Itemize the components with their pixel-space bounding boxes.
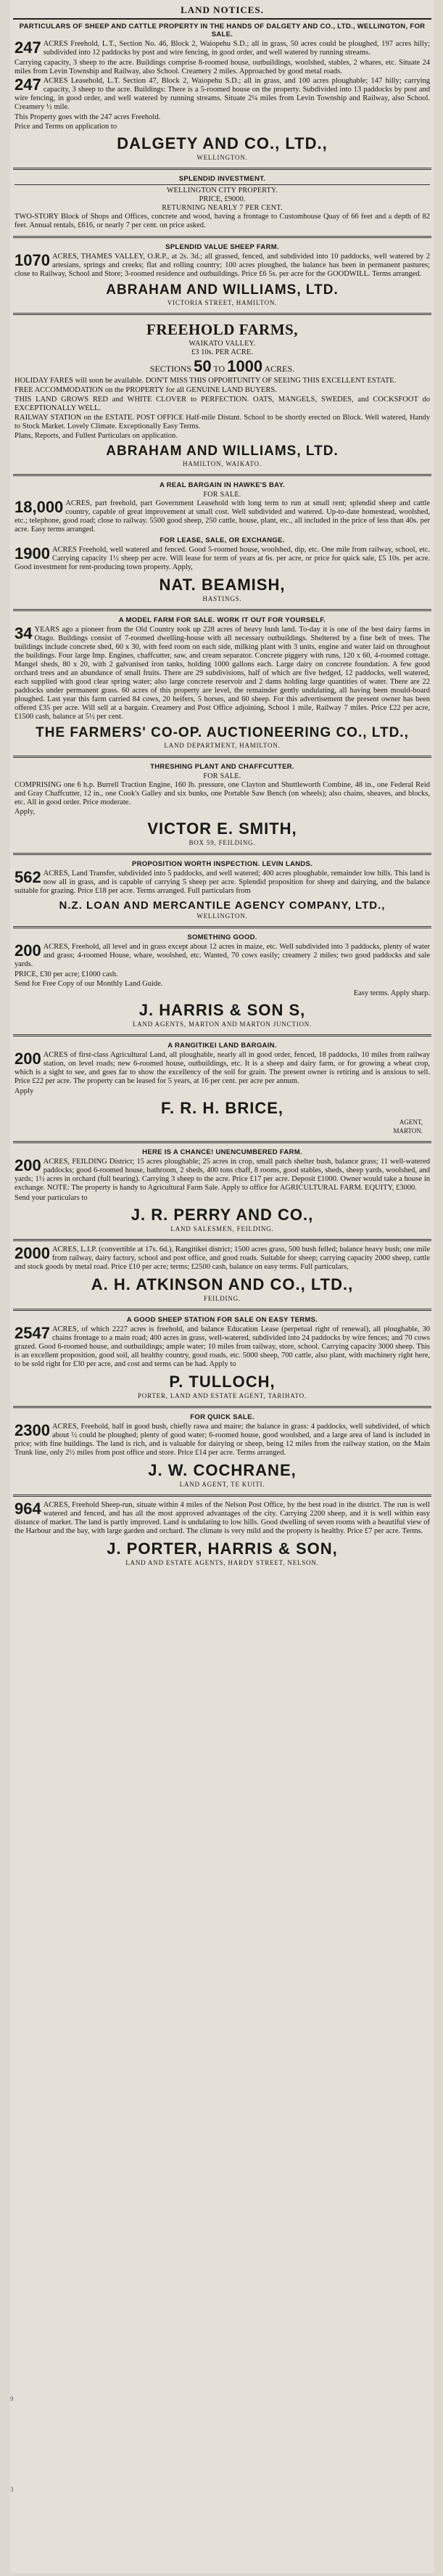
ad-heading: HERE IS A CHANCE! UNENCUMBERED FARM. bbox=[142, 1148, 302, 1156]
model-farm-ad bbox=[13, 613, 431, 753]
firm-address: BOX 59, FEILDING. bbox=[189, 839, 256, 846]
nelson-ad bbox=[13, 1499, 431, 1571]
price-line: £3 10s. PER ACRE. bbox=[191, 348, 253, 356]
ad-text: YEARS ago a pioneer from the Old Country took up 228 acres of heavy bush land. To-day it is one of the best dairy farms in Otago. Buildings consist of 7-roomed dwelling-house with all necessary outbuildings. Sheltered by a fine belt of trees. The buildings include concrete shed, 60 x 30, with feed room on each side, milking plant with 3 units, engine and water laid on throughout the buildings. Four large Imp. Engines, chaffcutter, saw, and cream separator. Concrete piggery with runs, 120 x 60, 4-roomed cottage. Mangel sheds, 80 x 20, with 2 galvanised iron tanks, holding 1000 gallons each. Large dairy on concrete foundation. A few good orchard trees and an abundance of small fruits. There are 29 subdivisions, half of which are five hedged, 12 paddocks, well watered, each supplied with good clear spring water; also large concrete reservoir and 2 dams holding large quantities of water. There are 22 paddocks under permanent grass. 60 acres of this property are level, the remainder gently undulating, all having been mould-board ploughed. Last year this farm carried 84 cows, 20 heifers, 5 horses, and 60 sheep. For this advertisement the present owner has been offered £35 per acre. Will sell at a bargain. Creamery and Post Office adjoining, School 1 mile, Railway 7 miles. Price £22 per acre, £1500 cash, balance at 5½ per cent. bbox=[15, 626, 430, 721]
atkinson-ad bbox=[13, 1243, 431, 1307]
marton-ad bbox=[13, 931, 431, 1032]
firm-name: VICTOR E. SMITH, bbox=[147, 819, 297, 838]
firm-name: THE FARMERS' CO-OP. AUCTIONEERING CO., LTD., bbox=[36, 725, 409, 740]
sections-line bbox=[15, 357, 430, 376]
firm-name: ABRAHAM AND WILLIAMS, LTD. bbox=[106, 282, 339, 298]
ad-paragraph bbox=[15, 1325, 430, 1369]
ad-heading: FOR LEASE, SALE, OR EXCHANGE. bbox=[160, 536, 285, 544]
divider bbox=[13, 1141, 431, 1143]
ad-heading: SPLENDID VALUE SHEEP FARM. bbox=[165, 243, 279, 251]
freehold-farms-ad bbox=[13, 317, 431, 472]
ad-paragraph: Price and Terms on application to bbox=[15, 123, 117, 131]
ad-subheading: WAIKATO VALLEY. bbox=[189, 340, 256, 348]
ad-paragraph bbox=[15, 943, 430, 969]
ad-text: ACRES, Freehold, all level and in grass except about 12 acres in maize, etc. Well subdivided into 3 paddocks, plenty of water and grass; 4-roomed House, whare, woolshed, etc. Wanted, 70 cows easily; creamery 2 miles; two good paddocks and sale yards. bbox=[15, 943, 430, 968]
firm-address: FEILDING. bbox=[204, 1295, 241, 1302]
divider bbox=[13, 853, 431, 855]
acreage-figure: 247 bbox=[15, 38, 41, 57]
ad-heading: FOR QUICK SALE. bbox=[190, 1413, 254, 1421]
ad-text: ACRES, FEILDING District; 15 acres ploughable; 25 acres in crop, small patch shelter bush, balance grass; 11 well-watered paddocks; good 6-roomed house, bathroom, 2 sheds, 400 tons chaff, 8 rooms, good stables, sheds, sheep yards, woolshed, and yards; 1½ acres in orchard (full bearing). Carrying 3 sheep to the acre. Price £17 per acre. Deposit £1000. Owner would take a house in exchange. NOTE: The property is handy to Agricultural Farm Sale. Apply to office for AGRICULTURAL FARM. EQUITY, £3000. bbox=[15, 1158, 430, 1192]
wellington-city-ad bbox=[13, 172, 431, 234]
ad-heading: PARTICULARS OF SHEEP AND CATTLE PROPERTY IN THE HANDS OF DALGETY AND CO., LTD., WELLINGTON, FOR SALE. bbox=[19, 23, 426, 38]
margin-mark: 9 bbox=[10, 2395, 14, 2403]
firm-name: J. PORTER, HARRIS & SON, bbox=[107, 1540, 338, 1558]
acreage-figure: 200 bbox=[15, 1050, 41, 1068]
firm-address: WELLINGTON. bbox=[196, 912, 248, 920]
acreage-figure: 964 bbox=[15, 1500, 41, 1518]
ad-paragraph: Plans, Reports, and Fullest Particulars on application. bbox=[15, 432, 178, 440]
firm-address: HASTINGS. bbox=[202, 595, 242, 602]
acreage-figure: 1070 bbox=[15, 251, 50, 269]
sections-label: SECTIONS bbox=[149, 364, 192, 374]
firm-address: LAND AGENT, TE KUITI. bbox=[179, 1481, 265, 1488]
thames-valley-ad bbox=[13, 240, 431, 311]
sections-to: TO bbox=[213, 364, 225, 374]
cochrane-ad bbox=[13, 1410, 431, 1492]
ad-subheading: FOR SALE. bbox=[203, 772, 241, 780]
firm-address: LAND SALESMEN, FEILDING. bbox=[170, 1225, 274, 1232]
ad-heading: PROPOSITION WORTH INSPECTION. LEVIN LANDS. bbox=[131, 860, 313, 868]
ad-paragraph bbox=[15, 1501, 430, 1536]
divider bbox=[13, 1309, 431, 1311]
ad-paragraph: HOLIDAY FARES will soon be available. DON'T MISS THIS OPPORTUNITY OF SEEING THIS EXCELLENT ESTATE. bbox=[15, 377, 397, 385]
ad-heading: SOMETHING GOOD. bbox=[187, 933, 257, 941]
ad-paragraph bbox=[15, 1051, 430, 1086]
tulloch-ad bbox=[13, 1313, 431, 1404]
ad-paragraph: Easy terms. Apply sharp. bbox=[353, 989, 430, 997]
divider bbox=[13, 313, 431, 315]
ad-text: ACRES, part freehold, part Government Leasehold with long term to run at small rent; splendid sheep and cattle country, capable of great improvement at small cost. Well subdivided and watered. Up-to-date homestead, woolshed, etc.; telephone, good road; close to railway. 5500 good sheep, 250 cattle, house, plant, etc., all included in the price of less than 40s. per acre. Easy terms arranged. bbox=[15, 499, 430, 533]
ad-paragraph: Send for Free Copy of our Monthly Land Guide. bbox=[15, 980, 163, 988]
divider bbox=[13, 609, 431, 611]
ad-heading: A REAL BARGAIN IN HAWKE'S BAY. bbox=[160, 481, 285, 489]
ad-paragraph: FREE ACCOMMODATION on the PROPERTY for all GENUINE LAND BUYERS. bbox=[15, 386, 277, 394]
rangitikei-ad bbox=[13, 1039, 431, 1139]
margin-mark: 3 bbox=[10, 2486, 14, 2493]
ad-text: ACRES Freehold, well watered and fenced. Good 5-roomed house, woolshed, dip, etc. One mile from railway, school, etc. Carrying capacity 1½ sheep per acre. Will lease for term of years at 6s. per acre, or price for quick sale, £5 10s. per acre. Good investment for rent-producing town property. Apply, bbox=[15, 546, 430, 571]
ad-paragraph bbox=[15, 870, 430, 896]
ad-text: ACRES of first-class Agricultural Land, all ploughable, nearly all in good order, fenced, 18 paddocks, 10 miles from railway station, on level roads; new 6-roomed house, outbuildings, etc. It is a sheep and dairy farm, or for growing a wheat crop, which is a sight to see, and goes far to show the excellency of the soil for grain. The present owner is retiring and is anxious to sell. Price £22 per acre. The property can be leased for 5 years, at 16 per cent. per acre per annum. bbox=[15, 1051, 430, 1085]
divider bbox=[13, 236, 431, 238]
sections-unit: ACRES. bbox=[264, 364, 295, 374]
acreage-figure: 1900 bbox=[15, 544, 50, 563]
ad-subheading: WELLINGTON CITY PROPERTY. bbox=[166, 187, 278, 195]
ad-text: ACRES, of which 2227 acres is freehold, and balance Education Lease (perpetual right of renewal), all ploughable, 30 chains frontage to a main road; 400 acres in grass, well-watered, subdivided into 24 paddocks by wire fences; and 70 cows grazed. Good 6-roomed house, and outbuildings; ample water; 10 miles from railway, store, school. Carrying capacity 3000 sheep. This is an excellent proposition, good soil, all healthy country, good roads, etc. 5000 sheep, 700 cattle, also plant, with machinery right here, to be sold right for £30 per acre, and cost and terms can be had. Apply to bbox=[15, 1325, 430, 1368]
land-notices-page bbox=[10, 0, 434, 2573]
divider bbox=[13, 926, 431, 928]
threshing-plant-ad bbox=[13, 760, 431, 851]
sections-high: 1000 bbox=[227, 357, 263, 375]
firm-address: WELLINGTON. bbox=[196, 154, 248, 161]
firm-address: LAND DEPARTMENT, HAMILTON. bbox=[164, 742, 281, 749]
ad-paragraph bbox=[15, 40, 430, 57]
dalgety-ad bbox=[13, 20, 431, 165]
levin-lands-ad bbox=[13, 857, 431, 924]
acreage-figure: 247 bbox=[15, 75, 41, 94]
ad-paragraph: Apply, bbox=[15, 808, 36, 816]
firm-address: VICTORIA STREET, HAMILTON. bbox=[167, 299, 278, 306]
ad-text: ACRES, Freehold Sheep-run, situate within 4 miles of the Nelson Post Office, by the best road in the district. The run is well watered and fenced, and has all the most approved advantages of the city. Carrying 2200 sheep, and it is well within easy distance of market. The land is partly improved. Land is undulating to low hills. Good dwelling of seven rooms with a beautiful view of the Harbour and the bay, with large garden and orchard. The climate is very mild and the property is healthy. Price £7 per acre. Terms. bbox=[15, 1501, 430, 1535]
acreage-figure: 2547 bbox=[15, 1324, 50, 1342]
ad-paragraph: Carrying capacity, 3 sheep to the acre. Buildings comprise 8-roomed house, outbuildings, woolshed, stables, 2 whares, etc. Situate 24 miles from Levin Township and Railway, also School. Creamery 2 miles. Approached by good metal roads. bbox=[15, 59, 430, 75]
firm-address: PORTER, LAND AND ESTATE AGENT, TARIHATO. bbox=[137, 1392, 307, 1399]
firm-address: LAND AND ESTATE AGENTS, HARDY STREET, NELSON. bbox=[125, 1559, 319, 1566]
ad-paragraph bbox=[15, 546, 430, 572]
acreage-figure: 18,000 bbox=[15, 498, 64, 516]
ad-paragraph: TWO-STORY Block of Shops and Offices, concrete and wood, having a frontage to Customhouse Quay of 66 feet and a depth of 82 feet. Annual rentals, £616, or nearly 7 per cent. on price asked. bbox=[15, 213, 430, 229]
ad-paragraph: RAILWAY STATION on the ESTATE. POST OFFICE Half-mile Distant. School to be shortly erected on Block. Well watered, Handy to Stock Market. Lovely Climate. Exceptionally Easy Terms. bbox=[15, 414, 430, 430]
feilding-farm-ad bbox=[13, 1145, 431, 1237]
ad-paragraph: Send your particulars to bbox=[15, 1194, 88, 1202]
ad-text: ACRES, Land Transfer, subdivided into 5 paddocks, and well watered; 400 acres ploughable, remainder low hills. This land is now all in grass, and is capable of carrying 5 sheep per acre. Splendid proposition for sheep and dairying, and the balance suitable for grazing. Price £18 per acre. Terms arranged. Full particulars from bbox=[15, 870, 430, 895]
ad-paragraph bbox=[15, 253, 430, 279]
firm-name: F. R. H. BRICE, bbox=[160, 1099, 283, 1117]
divider bbox=[15, 184, 430, 185]
firm-name: DALGETY AND CO., LTD., bbox=[117, 134, 328, 152]
ad-paragraph bbox=[15, 1246, 430, 1272]
ad-heading: THRESHING PLANT AND CHAFFCUTTER. bbox=[150, 763, 294, 771]
sections-low: 50 bbox=[194, 357, 212, 375]
ad-paragraph bbox=[15, 626, 430, 721]
ad-text: ACRES Leasehold, L.T. Section 47, Block 2, Waiopehu S.D.; all in grass, and 100 acres ploughable; 147 hilly; carrying capacity, 3 sheep to the acre. Buildings: There is a 5-roomed house on the property. Subdivided into 13 paddocks by post and wire fencing, in good order, and well watered by running streams. Situate 2¼ miles from Levin Township and Railway, also School. Creamery ½ mile. bbox=[15, 77, 430, 111]
ad-paragraph bbox=[15, 499, 430, 534]
price-line: PRICE, £30 per acre; £1000 cash. bbox=[15, 970, 118, 978]
ad-heading: A RANGITIKEI LAND BARGAIN. bbox=[167, 1042, 277, 1050]
agent-role: AGENT, bbox=[399, 1119, 423, 1126]
acreage-figure: 200 bbox=[15, 941, 41, 960]
firm-address: MARTON. bbox=[393, 1127, 423, 1134]
ad-text: ACRES, Freehold, half in good bush, chiefly rawa and maire; the balance in grass: 4 paddocks, well subdivided, of which about ½ could be ploughed; plenty of good water; 6-roomed house, good woolshed, and a large area of land is included in price; with fine buildings. The land is rich, and is valuable for dairying or sheep, being 12 miles from the railway station, on the Main Trunk line, only 2½ miles from post office and store. Price £14 per acre. Terms arranged. bbox=[15, 1423, 430, 1457]
ad-subheading: RETURNING NEARLY 7 PER CENT. bbox=[162, 204, 283, 212]
ad-paragraph: This Property goes with the 247 acres Freehold. bbox=[15, 113, 161, 121]
firm-address: LAND AGENTS, MARTON AND MARTON JUNCTION. bbox=[132, 1021, 312, 1028]
ad-paragraph bbox=[15, 1423, 430, 1457]
divider bbox=[13, 1406, 431, 1408]
years-figure: 34 bbox=[15, 624, 33, 642]
ad-heading: A MODEL FARM FOR SALE. WORK IT OUT FOR YOURSELF. bbox=[118, 616, 326, 624]
ad-paragraph: COMPRISING one 6 h.p. Burrell Traction Engine, 160 lb. pressure, one Clayton and Shuttleworth Combine, 48 in., one Federal Reid and Gray Chaffcutter, 12 in., one Cook's Galley and six bunks, one Portable Saw Bench (on wheels); also chains, sheaves, and blocks, etc. All in good order. Price moderate. bbox=[15, 781, 430, 806]
firm-name: NAT. BEAMISH, bbox=[159, 576, 286, 594]
firm-name: J. R. PERRY AND CO., bbox=[131, 1206, 314, 1224]
acreage-figure: 200 bbox=[15, 1156, 41, 1174]
firm-name: J. W. COCHRANE, bbox=[148, 1461, 297, 1479]
ad-text: ACRES Freehold, L.T., Section No. 46, Block 2, Waiopehu S.D.; all in grass, 50 acres could be ploughed, 197 acres hilly; subdivided into 12 paddocks by post and wire fencing, in good order, and well watered by running streams. bbox=[43, 40, 430, 57]
divider bbox=[13, 1034, 431, 1036]
masthead: LAND NOTICES. bbox=[13, 3, 431, 20]
ad-heading: A GOOD SHEEP STATION FOR SALE ON EASY TERMS. bbox=[126, 1316, 318, 1324]
acreage-figure: 562 bbox=[15, 868, 41, 886]
divider bbox=[13, 756, 431, 758]
divider bbox=[13, 1495, 431, 1497]
ad-paragraph bbox=[15, 1158, 430, 1193]
ad-subheading: FOR SALE. bbox=[203, 491, 241, 499]
firm-name: J. HARRIS & SON S, bbox=[138, 1001, 306, 1019]
ad-heading: SPLENDID INVESTMENT. bbox=[178, 175, 266, 183]
ad-text: ACRES, L.I.P. (convertible at 17s. 6d.), Rangitikei district; 1500 acres grass, 500 bush felled; balance heavy bush; one mile from railway, dairy factory, school and post office, and good roads. Suitable for sheep; carrying capacity 2000 sheep, cattle and stock goods by metal road. Price £10 per acre; terms; £2500 cash, balance on easy terms. Full particulars, bbox=[15, 1246, 430, 1271]
acreage-figure: 2000 bbox=[15, 1244, 50, 1262]
hawkes-bay-ad bbox=[13, 478, 431, 607]
ad-paragraph: Apply bbox=[15, 1087, 34, 1095]
firm-name: ABRAHAM AND WILLIAMS, LTD. bbox=[106, 443, 339, 459]
firm-name: N.Z. LOAN AND MERCANTILE AGENCY COMPANY, LTD., bbox=[59, 899, 386, 912]
firm-name: A. H. ATKINSON AND CO., LTD., bbox=[91, 1275, 354, 1293]
firm-address: HAMILTON, WAIKATO. bbox=[183, 460, 262, 467]
ad-paragraph bbox=[15, 77, 430, 112]
ad-text: ACRES, THAMES VALLEY, O.R.P., at 2s. 3d.; all grassed, fenced, and subdivided into 10 paddocks, well watered by 2 artesians, springs and creeks; flat and rolling country; 100 acres ploughed, the balance has been in permanent pastures; close to Railway, School and Store; 3-roomed residence and outbuildings. Price £6 5s. per acre for the GOODWILL. Terms arranged. bbox=[15, 253, 430, 278]
divider bbox=[13, 1239, 431, 1241]
ad-paragraph: THIS LAND GROWS RED and WHITE CLOVER to PERFECTION. OATS, MANGELS, SWEDES, and COCKSFOOT do EXCEPTIONALLY WELL. bbox=[15, 396, 430, 412]
divider bbox=[13, 474, 431, 476]
ad-display-title: FREEHOLD FARMS, bbox=[146, 321, 298, 338]
price-line: PRICE, £9000. bbox=[199, 195, 246, 203]
divider bbox=[13, 168, 431, 170]
firm-name: P. TULLOCH, bbox=[169, 1373, 276, 1391]
acreage-figure: 2300 bbox=[15, 1421, 50, 1439]
